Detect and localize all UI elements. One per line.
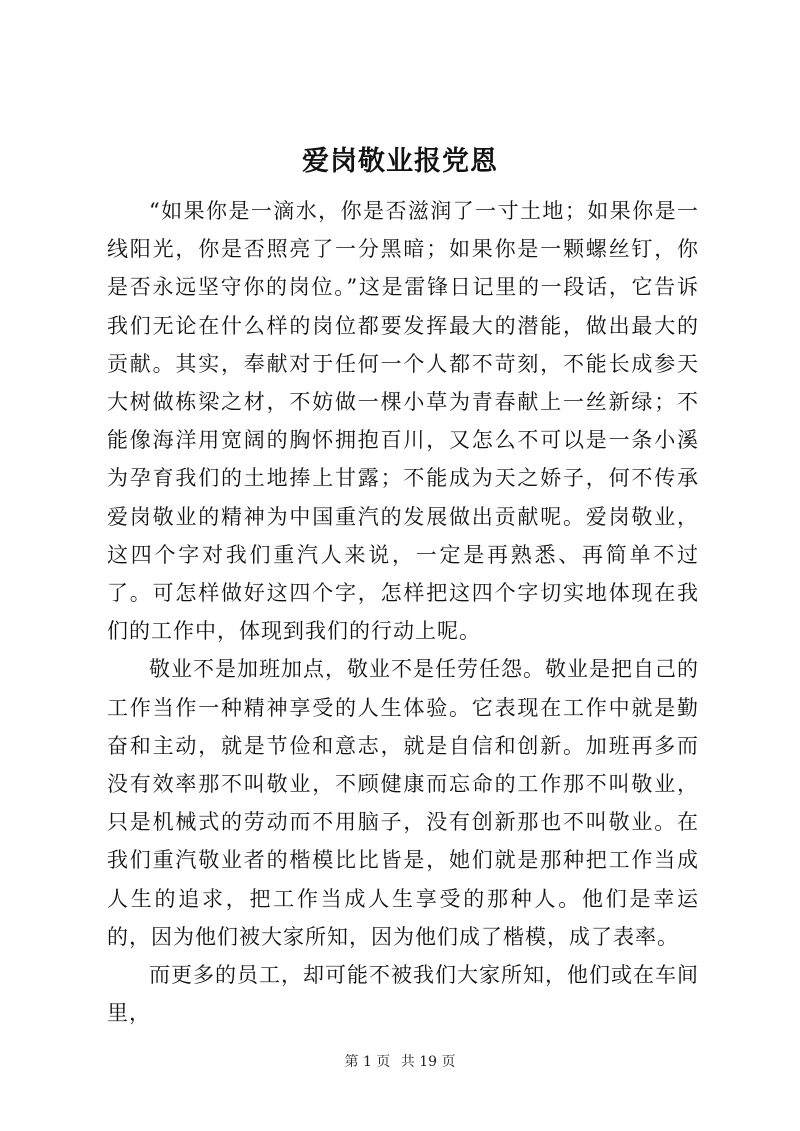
document-body — [107, 192, 699, 1032]
page-title: 爱岗敬业报党恩 — [302, 146, 498, 177]
paragraph-1: “如果你是一滴水，你是否滋润了一寸土地；如果你是一线阳光，你是否照亮了一分黑暗；如果你是一颗螺丝钉，你是否永远坚守你的岗位。”这是雷锋日记里的一段话，它告诉我们无论在什么样的岗位都要发挥最大的潜能，做出最大的贡献。其实，奉献对于任何一个人都不苛刻，不能长成参天大树做栋梁之材，不妨做一棵小草为青春献上一丝新绿；不能像海洋用宽阔的胸怀拥抱百川，又怎么不可以是一条小溪为孕育我们的土地捧上甘露；不能成为天之娇子，何不传承爱岗敬业的精神为中国重汽的发展做出贡献呢。爱岗敬业，这四个字对我们重汽人来说，一定是再熟悉、再简单不过了。可怎样做好这四个字，怎样把这四个字切实地体现在我们的工作中，体现到我们的行动上呢。 — [107, 199, 699, 644]
paragraph-3: 而更多的员工，却可能不被我们大家所知，他们或在车间里， — [107, 963, 699, 1026]
page-total: 共 19 页 — [400, 1054, 456, 1070]
paragraph-2: 敬业不是加班加点，敬业不是任劳任怨。敬业是把自己的工作当作一种精神享受的人生体验。它表现在工作中就是勤奋和主动，就是节俭和意志，就是自信和创新。加班再多而没有效率那不叫敬业，不顾健康而忘命的工作那不叫敬业，只是机械式的劳动而不用脑子，没有创新那也不叫敬业。在我们重汽敬业者的楷模比比皆是，她们就是那种把工作当成人生的追求，把工作当成人生享受的那种人。他们是幸运的，因为他们被大家所知，因为他们成了楷模，成了表率。 — [107, 657, 699, 949]
page-footer — [0, 1052, 800, 1072]
page-number: 第 1 页 — [344, 1054, 391, 1070]
